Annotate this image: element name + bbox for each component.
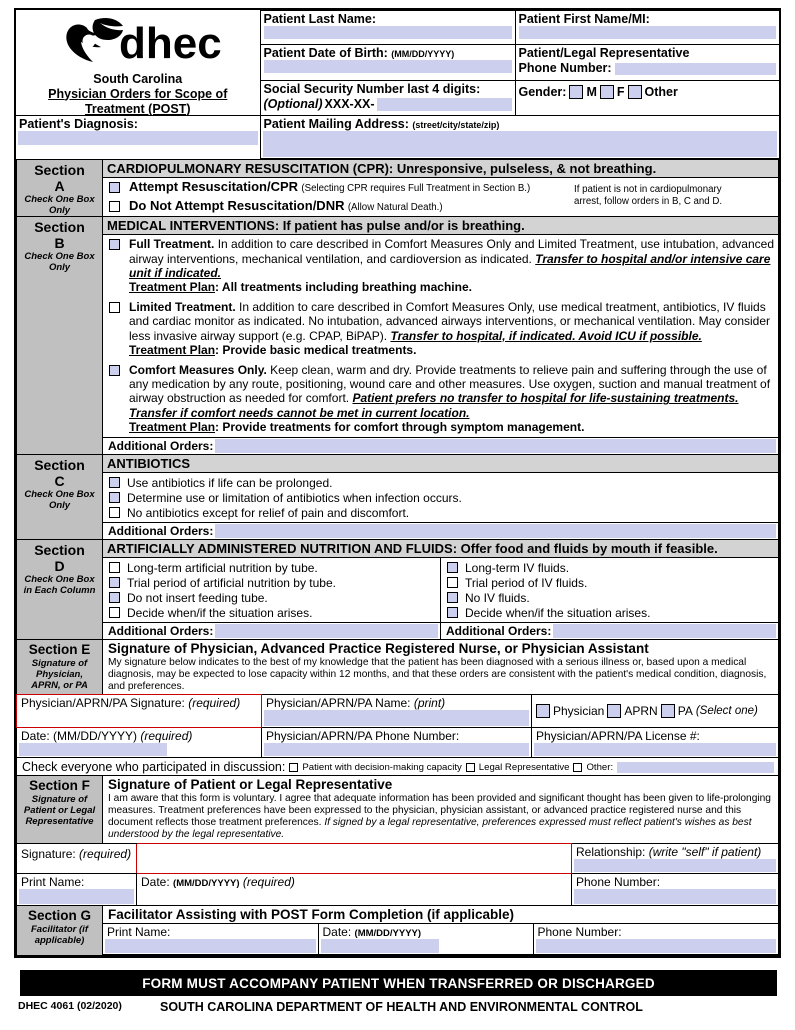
address-diagnosis-block [16,115,780,159]
comfort-measures-checkbox[interactable] [109,365,120,376]
comfort-measures-option[interactable] [103,358,778,437]
section-c-label-cell [17,455,103,540]
physician-phone-input[interactable] [264,743,529,756]
patient-print-name-label: Print Name: [21,874,85,889]
patient-phone-cell [572,873,779,905]
facilitator-date-cell [318,924,533,955]
discussion-other-input[interactable] [617,762,774,773]
discussion-participants-cell [17,758,779,776]
rep-phone-label-line2-row [516,60,779,75]
section-d-note1: Check One Box [24,574,95,586]
section-e-signature-row [16,694,779,776]
role-aprn-label: APRN [624,704,658,719]
section-f-heading: Signature of Patient or Legal Representative [108,777,393,793]
patient-ssn-cell [260,80,515,115]
nutrition-option-1[interactable] [103,558,440,575]
diagnosis-label: Patient's Diagnosis: [19,117,138,131]
section-f-body [103,776,779,843]
patient-first-name-label: Patient First Name/MI: [518,12,650,26]
section-e-label: Section E [28,642,91,658]
patient-relationship-label: Relationship: (write "self" if patient) [576,844,762,859]
trial-nutrition-checkbox[interactable] [109,577,120,588]
dhec-logo-icon [43,14,233,70]
antibiotics-option-3-label: No antibiotics except for relief of pain and discomfort. [127,506,410,521]
patient-print-name-input[interactable] [19,889,134,904]
patient-last-name-cell [260,11,515,45]
form-outer-border [14,8,781,958]
gender-male-checkbox[interactable] [569,85,583,99]
role-physician-label: Physician [553,704,605,719]
address-format-hint: (street/city/state/zip) [412,120,500,130]
section-f-note3: Representative [25,816,94,828]
section-d-label-cell [17,540,103,640]
section-c-note1: Check One Box [24,489,95,501]
section-d-fluids-column [441,558,778,639]
section-f [16,775,779,843]
section-b-additional-orders-input[interactable] [215,439,776,453]
section-e [16,639,779,695]
section-a-body [103,160,779,217]
form-title-line2: Treatment (POST) [84,101,191,116]
limited-treatment-text: Limited Treatment. In addition to care described in Comfort Measures Only, use medical treatment, antibiotics, IV fluids and cardiac monitor as indicated. No intubation, advanced airways interventions, or mechanical ventilation. May consider less invasive airway support (e.g. CPAP, BiPAP). Transfer to hospital, if indicated. Avoid ICU if possible. Treatment Plan: Provide basic medical treatments. [129,300,771,357]
section-g-label: Section G [27,907,91,923]
physician-license-cell [532,728,779,758]
discussion-label: Check everyone who participated in discussion: [22,760,286,775]
agency-name: SOUTH CAROLINA DEPARTMENT OF HEALTH AND ENVIRONMENTAL CONTROL [160,1000,643,1014]
section-e-label-cell [17,640,103,695]
ssn-input[interactable] [377,98,512,111]
dob-format-hint: (MM/DD/YYYY) [391,49,455,60]
nutrition-decide-later-checkbox[interactable] [109,607,120,618]
physician-signature-input[interactable] [17,710,261,727]
section-c-additional-orders-input[interactable] [215,524,776,538]
section-d-note2: in Each Column [23,585,96,597]
patient-date-label: Date: (MM/DD/YYYY) (required) [141,874,295,889]
section-e-heading: Signature of Physician, Advanced Practice Registered Nurse, or Physician Assistant [108,641,649,657]
nutrition-option-3-label: Do not insert feeding tube. [127,591,268,606]
section-b-additional-orders-row [103,437,778,454]
section-c-additional-orders-row [103,522,778,539]
gender-cell [515,80,779,115]
section-e-note3: APRN, or PA [31,680,88,692]
state-name: South Carolina [93,71,183,86]
cpr-attempt-checkbox[interactable] [109,182,120,193]
section-f-signature-row [16,843,779,906]
nutrition-option-2-label: Trial period of artificial nutrition by tube. [127,576,336,591]
patient-date-cell [137,873,572,905]
section-d-heading: ARTIFICIALLY ADMINISTERED NUTRITION AND FLUIDS: Offer food and fluids by mouth if feasible. [103,540,778,558]
facilitator-phone-cell [533,924,778,955]
role-aprn-checkbox[interactable] [607,704,621,718]
physician-date-label: Date: (MM/DD/YYYY) (required) [21,729,193,744]
role-pa-label: PA [677,704,693,719]
full-treatment-checkbox[interactable] [109,239,120,250]
facilitator-print-name-input[interactable] [105,939,316,953]
mailing-address-input[interactable] [263,131,777,157]
trial-iv-checkbox[interactable] [447,577,458,588]
rep-phone-input[interactable] [615,63,776,75]
gender-other-checkbox[interactable] [628,85,642,99]
patient-signature-label: Signature: (required) [21,846,132,861]
discussion-patient-label: Patient with decision-making capacity [302,761,462,773]
section-f-label: Section F [29,778,90,794]
fluids-option-4[interactable] [441,605,778,622]
comfort-measures-text: Comfort Measures Only. Keep clean, warm and dry. Provide treatments to relieve pain and suffering through the use of any medication by any route, positioning, wound care and other measures. Use oxygen, suction and manual treatment of airway obstruction as needed for comfort. Patient prefers no transfer to hospital for life-sustaining treatments. Transfer if comfort needs cannot be met in current location. Treatment Plan: Provide treatments for comfort through symptom management. [129,363,771,434]
longterm-nutrition-checkbox[interactable] [109,562,120,573]
fluids-option-2[interactable] [441,575,778,590]
section-a-note1: Check One Box [24,194,95,205]
section-a [16,159,779,217]
cpr-dnr-option[interactable] [103,197,574,216]
discussion-participants-row [17,758,778,775]
patient-dob-input[interactable] [264,60,512,73]
section-g-body [103,905,779,955]
role-pa-checkbox[interactable] [661,704,675,718]
facilitator-date-input[interactable] [321,939,439,953]
gender-label: Gender: [518,84,567,99]
fluids-option-4-label: Decide when/if the situation arises. [465,606,651,621]
section-d-additional-orders-right-input[interactable] [553,624,776,638]
section-d-nutrition-column [103,558,441,639]
antibiotics-determine-checkbox[interactable] [109,492,120,503]
section-f-label-cell [17,776,103,843]
patient-first-name-input[interactable] [519,26,776,39]
physician-role-row [532,695,778,718]
full-treatment-text: Full Treatment. In addition to care described in Comfort Measures Only and Limited Treatment, use intubation, advanced airway interventions, mechanical ventilation, and cardioversion as indicated. Transfer to hospital and/or intensive care unit if indicated. Treatment Plan: All treatments including breathing machine. [129,237,774,295]
svg-text:dhec: dhec [118,18,222,68]
facilitator-phone-input[interactable] [536,939,777,953]
patient-phone-input[interactable] [574,889,776,904]
nutrition-option-3[interactable] [103,590,440,605]
discussion-legal-rep-label: Legal Representative [478,761,570,773]
section-b-word: Section [34,219,85,236]
rep-phone-label-line2: Phone Number: [518,61,612,76]
section-c-letter: C [54,473,65,490]
fluids-decide-later-checkbox[interactable] [447,607,458,618]
facilitator-fields [103,924,778,955]
fluids-option-3[interactable] [441,590,778,605]
section-a-letter: A [54,178,65,194]
patient-relationship-cell [572,843,779,873]
ssn-row [261,96,515,111]
section-e-note1: Signature of [31,658,88,670]
section-a-side-note [574,178,778,216]
fluids-option-3-label: No IV fluids. [465,591,530,606]
section-a-heading: CARDIOPULMONARY RESUSCITATION (CPR): Unresponsive, pulseless, & not breathing. [103,160,778,178]
form-id: DHEC 4061 (02/2020) [18,1000,122,1012]
fluids-option-1[interactable] [441,558,778,575]
section-d-body [103,540,779,640]
section-d-additional-orders-right-row [441,622,778,639]
section-c-additional-orders-label: Additional Orders: [108,524,214,539]
section-b-label-cell [17,217,103,455]
mailing-address-label: Patient Mailing Address: (street/city/state/zip) [263,117,500,131]
longterm-iv-checkbox[interactable] [447,562,458,573]
ssn-label: Social Security Number last 4 digits: [263,81,481,96]
role-physician-checkbox[interactable] [536,704,550,718]
fluids-option-2-label: Trial period of IV fluids. [465,576,588,591]
form-title-line1: Physician Orders for Scope of [48,86,228,101]
transfer-banner: FORM MUST ACCOMPANY PATIENT WHEN TRANSFERRED OR DISCHARGED [20,970,777,996]
nutrition-option-1-label: Long-term artificial nutrition by tube. [127,561,318,576]
dhec-logo [20,13,256,71]
section-e-body [103,640,779,695]
section-c-heading: ANTIBIOTICS [103,455,778,473]
section-g-note2: applicable) [34,934,85,946]
gender-male-label: M [586,84,597,99]
limited-treatment-option[interactable] [103,295,778,358]
antibiotics-option-2[interactable] [103,490,778,505]
gender-female-label: F [616,84,625,99]
ssn-optional-label: (Optional) [263,96,323,111]
antibiotics-option-1-label: Use antibiotics if life can be prolonged. [127,476,333,491]
section-c-word: Section [34,457,85,474]
physician-license-label: Physician/APRN/PA License #: [536,729,700,744]
section-d [16,539,779,640]
fluids-option-1-label: Long-term IV fluids. [465,561,570,576]
nutrition-option-4-label: Decide when/if the situation arises. [127,606,313,621]
full-treatment-option[interactable] [103,235,778,295]
patient-relationship-input[interactable] [574,859,776,872]
discussion-other-checkbox[interactable] [573,763,582,772]
facilitator-print-name-cell [103,924,318,955]
facilitator-phone-label: Phone Number: [537,924,622,939]
section-g-heading: Facilitator Assisting with POST Form Completion (if applicable) [103,906,778,924]
section-b-note1: Check One Box [24,251,95,263]
nutrition-option-4[interactable] [103,605,440,622]
section-f-note2: Patient or Legal [23,805,96,817]
section-f-attestation: I am aware that this form is voluntary. I agree that adequate information has been provided and significant thought has been given to life-prolonging measures. Treatment preferences have been expressed to the physician, physician assistant, or advanced practice registered nurse and this document reflects those treatment preferences. If signed by a legal representative, preferences expressed must reflect patient's wishes as best understood by the legal representative. [108,793,771,840]
agency-logo-block [16,11,260,116]
role-select-hint: (Select one) [695,705,758,718]
section-c-body [103,455,779,540]
discussion-patient-checkbox[interactable] [289,763,298,772]
physician-phone-cell [262,728,532,758]
section-b-body [103,217,779,455]
antibiotics-option-1[interactable] [103,473,778,490]
discussion-legal-rep-checkbox[interactable] [466,763,475,772]
section-d-word: Section [34,542,85,559]
patient-signature-label-cell [17,843,137,873]
physician-signature-label: Physician/APRN/PA Signature: (required) [21,696,241,711]
patient-print-name-cell [17,873,137,905]
section-d-additional-orders-left-row [103,622,440,639]
section-b-heading: MEDICAL INTERVENTIONS: If patient has pulse and/or is breathing. [103,217,778,235]
physician-name-label: Physician/APRN/PA Name: (print) [266,696,446,711]
patient-signature-input[interactable] [137,844,571,872]
cpr-dnr-checkbox[interactable] [109,201,120,212]
discussion-other-label: Other: [586,761,614,773]
physician-license-input[interactable] [534,743,776,756]
patient-last-name-input[interactable] [264,26,512,39]
physician-signature-cell[interactable] [17,695,262,728]
section-b-additional-orders-label: Additional Orders: [108,439,214,454]
facilitator-date-label: Date: (MM/DD/YYYY) [322,924,422,939]
patient-dob-cell [260,45,515,80]
antibiotics-prolong-checkbox[interactable] [109,477,120,488]
physician-name-input[interactable] [264,710,529,726]
gender-other-label: Other [644,84,678,99]
section-d-additional-orders-left-label: Additional Orders: [108,624,214,639]
section-a-note2: Only [48,205,71,216]
section-d-letter: D [54,558,65,575]
antibiotics-none-checkbox[interactable] [109,507,120,518]
section-e-note2: Physician, [36,669,83,681]
patient-date-input[interactable] [137,889,571,904]
patient-first-name-cell [515,11,779,45]
gender-row [516,81,779,102]
antibiotics-option-3[interactable] [103,505,778,522]
section-d-additional-orders-right-label: Additional Orders: [446,624,552,639]
nutrition-option-2[interactable] [103,575,440,590]
section-b-note2: Only [48,262,71,274]
section-b-letter: B [54,235,65,252]
section-b [16,216,779,455]
ssn-mask-label: XXX-XX- [324,96,375,111]
antibiotics-option-2-label: Determine use or limitation of antibiotics when infection occurs. [127,491,462,506]
section-c [16,454,779,540]
no-feeding-tube-checkbox[interactable] [109,592,120,603]
no-iv-fluids-checkbox[interactable] [447,592,458,603]
side-note-line1: If patient is not in cardiopulmonary [574,184,722,195]
physician-date-input[interactable] [19,743,167,756]
facilitator-print-name-label: Print Name: [107,924,171,939]
limited-treatment-checkbox[interactable] [109,302,120,313]
section-g-label-cell [17,905,103,955]
patient-phone-label: Phone Number: [576,874,661,889]
physician-name-cell [262,695,532,728]
cpr-dnr-text: Do Not Attempt Resuscitation/DNR (Allow Natural Death.) [129,198,443,214]
section-c-note2: Only [48,500,71,512]
section-a-word: Section [34,162,85,178]
mailing-address-cell [260,116,779,159]
patient-information-header [16,10,780,116]
cpr-attempt-text: Attempt Resuscitation/CPR (Selecting CPR requires Full Treatment in Section B.) [129,179,531,194]
section-f-note1: Signature of [31,794,88,806]
section-g [16,905,779,956]
physician-date-cell [17,728,262,758]
patient-dob-label: Patient Date of Birth: (MM/DD/YYYY) [263,46,455,61]
physician-role-cell [532,695,779,728]
side-note-line2: arrest, follow orders in B, C and D. [574,196,723,207]
patient-signature-cell[interactable] [137,843,572,873]
rep-phone-label-line1: Patient/Legal Representative [518,46,690,61]
section-e-attestation: My signature below indicates to the best of my knowledge that the patient has been diagnosed with a serious illness or, based upon a medical diagnosis, may be expected to lose capacity within 12 months, and that these orders are consistent with the patient's medical condition, diagnosis, and preferences. [108,657,767,692]
diagnosis-input[interactable] [18,131,258,145]
physician-phone-label: Physician/APRN/PA Phone Number: [266,729,460,744]
diagnosis-cell [16,116,260,159]
section-a-label-cell [17,160,103,217]
section-d-additional-orders-left-input[interactable] [215,624,438,638]
cpr-attempt-option[interactable] [103,178,574,197]
gender-female-checkbox[interactable] [600,85,614,99]
representative-phone-cell [515,45,779,80]
patient-last-name-label: Patient Last Name: [263,12,377,26]
section-g-note1: Facilitator (if [30,923,88,935]
